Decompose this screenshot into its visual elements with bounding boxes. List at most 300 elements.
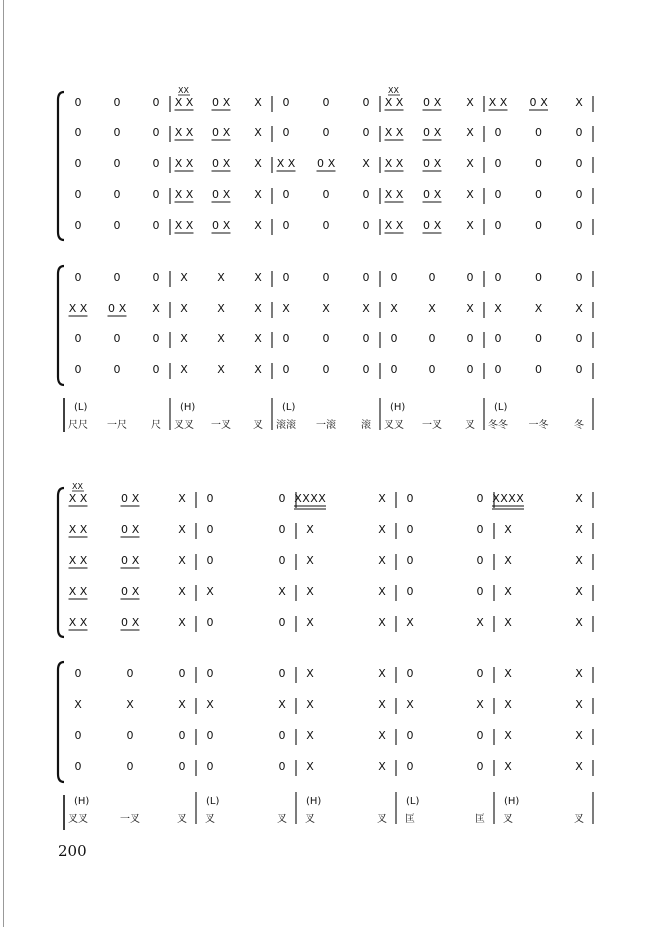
note-rest: 0: [108, 302, 115, 315]
note-x: X: [575, 554, 583, 567]
note-x: X: [322, 302, 330, 315]
note-rest: 0: [406, 523, 414, 536]
note-rest: 0: [206, 760, 214, 773]
note-rest: 0: [278, 729, 286, 742]
note-x: X: [500, 492, 508, 505]
note-x: X: [508, 492, 516, 505]
note-rest: 0: [322, 126, 330, 139]
note-x: X: [466, 157, 474, 170]
note-rest: 0: [74, 219, 82, 232]
note-x: X: [131, 492, 140, 505]
note-x: X: [178, 616, 186, 629]
note-x: X: [516, 492, 524, 505]
note-rest: 0: [206, 616, 214, 629]
note-x: X: [395, 96, 404, 109]
note-x: X: [540, 96, 548, 109]
note-rest: 0: [575, 188, 583, 201]
note-rest: 0: [428, 271, 436, 284]
note-x: X: [384, 219, 393, 232]
note-rest: 0: [121, 585, 128, 598]
note-rest: 0: [322, 271, 330, 284]
note-x: X: [276, 157, 285, 170]
note-rest: 0: [152, 157, 160, 170]
note-x: X: [395, 126, 404, 139]
note-x: X: [406, 616, 414, 629]
note-rest: 0: [278, 492, 286, 505]
hand-mark: (H): [504, 796, 520, 807]
note-x: X: [504, 667, 512, 680]
note-x: X: [466, 302, 474, 315]
note-x: X: [294, 492, 302, 505]
note-x: X: [575, 698, 583, 711]
note-rest: 0: [282, 332, 290, 345]
note-rest: 0: [322, 332, 330, 345]
note-rest: 0: [406, 760, 414, 773]
note-x: X: [433, 188, 442, 201]
note-rest: 0: [362, 219, 370, 232]
note-x: X: [494, 302, 502, 315]
lyric-syllable: 尺: [151, 420, 161, 431]
note-rest: 0: [476, 492, 484, 505]
note-x: X: [174, 188, 183, 201]
note-x: X: [504, 760, 512, 773]
note-rest: 0: [74, 157, 82, 170]
note-rest: 0: [529, 96, 537, 109]
note-rest: 0: [494, 219, 502, 232]
note-x: X: [384, 126, 393, 139]
note-x: X: [433, 219, 442, 232]
note-rest: 0: [575, 157, 583, 170]
note-rest: 0: [113, 363, 121, 376]
note-rest: 0: [494, 363, 502, 376]
note-x: X: [180, 271, 188, 284]
note-rest: 0: [126, 667, 134, 680]
system-2-bracket-2: [58, 662, 64, 782]
note-x: X: [433, 126, 442, 139]
note-rest: 0: [494, 126, 502, 139]
note-rest: 0: [152, 332, 160, 345]
note-rest: 0: [152, 363, 160, 376]
note-x: X: [185, 219, 194, 232]
note-rest: 0: [113, 157, 121, 170]
note-rest: 0: [406, 492, 414, 505]
note-x: X: [178, 492, 186, 505]
note-rest: 0: [212, 219, 219, 232]
note-rest: 0: [113, 96, 121, 109]
note-rest: 0: [535, 188, 542, 201]
note-x: X: [395, 188, 404, 201]
note-rest: 0: [476, 760, 484, 773]
note-rest: 0: [575, 219, 583, 232]
note-x: X: [287, 157, 296, 170]
note-rest: 0: [494, 332, 502, 345]
note-x: X: [378, 729, 386, 742]
note-x: X: [254, 188, 262, 201]
note-rest: 0: [466, 271, 474, 284]
note-rest: 0: [152, 188, 160, 201]
note-x: X: [499, 96, 508, 109]
note-x: X: [79, 616, 88, 629]
note-rest: 0: [206, 523, 214, 536]
note-x: X: [178, 523, 186, 536]
note-rest: 0: [121, 523, 128, 536]
note-x: X: [575, 523, 583, 536]
note-rest: 0: [278, 760, 286, 773]
note-x: X: [306, 698, 314, 711]
note-rest: 0: [74, 271, 82, 284]
note-x: X: [575, 585, 583, 598]
note-rest: 0: [126, 729, 134, 742]
note-rest: 0: [362, 96, 370, 109]
note-x: X: [206, 585, 214, 598]
note-rest: 0: [535, 332, 542, 345]
note-rest: 0: [282, 363, 290, 376]
note-rest: 0: [476, 554, 484, 567]
hand-mark: (L): [406, 796, 420, 807]
note-x: X: [254, 126, 262, 139]
note-x: X: [378, 616, 386, 629]
note-x: X: [378, 554, 386, 567]
note-x: X: [152, 302, 160, 315]
note-x: X: [318, 492, 326, 505]
note-rest: 0: [406, 554, 414, 567]
note-rest: 0: [278, 554, 286, 567]
note-x: X: [79, 302, 88, 315]
tremolo-mark: XX: [178, 86, 189, 95]
note-rest: 0: [535, 363, 542, 376]
note-x: X: [575, 729, 583, 742]
note-rest: 0: [423, 126, 430, 139]
system-1-bracket-1: [58, 92, 64, 240]
note-rest: 0: [428, 332, 436, 345]
note-rest: 0: [212, 96, 219, 109]
note-rest: 0: [494, 157, 502, 170]
note-x: X: [575, 760, 583, 773]
note-rest: 0: [74, 126, 82, 139]
note-x: X: [254, 96, 262, 109]
note-x: X: [534, 302, 543, 315]
note-x: X: [504, 729, 512, 742]
note-rest: 0: [476, 585, 484, 598]
note-x: X: [254, 271, 262, 284]
note-x: X: [131, 523, 140, 536]
note-x: X: [504, 554, 512, 567]
hand-mark: (H): [180, 402, 196, 413]
note-x: X: [504, 585, 512, 598]
note-rest: 0: [282, 271, 290, 284]
note-rest: 0: [152, 219, 160, 232]
system-1-bracket-2: [58, 266, 64, 385]
note-x: X: [466, 188, 474, 201]
note-x: X: [575, 492, 583, 505]
note-x: X: [378, 760, 386, 773]
note-rest: 0: [476, 667, 484, 680]
note-x: X: [327, 157, 336, 170]
note-x: X: [180, 302, 188, 315]
note-rest: 0: [476, 523, 484, 536]
note-x: X: [68, 492, 77, 505]
note-rest: 0: [113, 271, 121, 284]
note-x: X: [306, 554, 314, 567]
lyric-syllable: 一尺: [107, 420, 127, 431]
note-rest: 0: [178, 667, 186, 680]
note-x: X: [131, 585, 140, 598]
note-x: X: [466, 96, 474, 109]
lyric-syllable: 一叉: [422, 420, 442, 431]
note-x: X: [185, 126, 194, 139]
note-x: X: [174, 219, 183, 232]
note-rest: 0: [575, 363, 583, 376]
note-x: X: [131, 616, 140, 629]
note-x: X: [488, 96, 497, 109]
note-rest: 0: [423, 157, 430, 170]
lyric-syllable: 一滚: [316, 420, 336, 431]
note-x: X: [79, 585, 88, 598]
note-rest: 0: [423, 96, 430, 109]
lyric-syllable: 一叉: [211, 420, 231, 431]
note-x: X: [306, 585, 314, 598]
lyric-syllable: 叉: [574, 814, 584, 825]
note-rest: 0: [113, 188, 121, 201]
note-rest: 0: [282, 96, 290, 109]
note-x: X: [185, 188, 194, 201]
lyric-syllable: 匡: [475, 814, 485, 825]
note-rest: 0: [278, 667, 286, 680]
note-rest: 0: [152, 271, 160, 284]
note-x: X: [222, 157, 231, 170]
note-rest: 0: [278, 523, 286, 536]
note-x: X: [306, 523, 314, 536]
note-x: X: [384, 157, 393, 170]
note-rest: 0: [406, 729, 414, 742]
note-rest: 0: [362, 271, 370, 284]
note-x: X: [174, 157, 183, 170]
hand-mark: (H): [306, 796, 322, 807]
lyric-syllable: 叉叉: [384, 420, 404, 431]
note-x: X: [68, 523, 77, 536]
note-x: X: [222, 96, 231, 109]
note-x: X: [68, 554, 77, 567]
note-rest: 0: [282, 219, 290, 232]
note-rest: 0: [423, 188, 430, 201]
note-rest: 0: [406, 667, 414, 680]
note-rest: 0: [390, 363, 398, 376]
note-rest: 0: [476, 729, 484, 742]
note-x: X: [492, 492, 500, 505]
note-x: X: [178, 585, 186, 598]
note-x: X: [217, 363, 225, 376]
note-x: X: [428, 302, 436, 315]
note-x: X: [504, 523, 512, 536]
note-x: X: [504, 616, 512, 629]
lyric-syllable: 尺尺: [68, 420, 88, 431]
note-x: X: [575, 302, 583, 315]
note-rest: 0: [152, 126, 160, 139]
note-rest: 0: [206, 492, 214, 505]
note-rest: 0: [317, 157, 324, 170]
note-rest: 0: [152, 96, 160, 109]
lyric-syllable: 叉: [277, 814, 287, 825]
note-rest: 0: [206, 667, 214, 680]
note-x: X: [217, 271, 225, 284]
note-rest: 0: [428, 363, 436, 376]
note-x: X: [222, 126, 231, 139]
lyric-syllable: 叉: [465, 420, 475, 431]
note-rest: 0: [278, 616, 286, 629]
note-rest: 0: [535, 219, 542, 232]
note-rest: 0: [322, 363, 330, 376]
lyric-syllable: 叉叉: [174, 420, 194, 431]
lyric-syllable: 叉: [205, 814, 215, 825]
note-rest: 0: [535, 271, 542, 284]
note-rest: 0: [74, 363, 82, 376]
note-x: X: [178, 554, 186, 567]
note-rest: 0: [282, 126, 290, 139]
note-rest: 0: [362, 363, 370, 376]
note-x: X: [68, 616, 77, 629]
note-rest: 0: [121, 616, 128, 629]
note-rest: 0: [362, 188, 370, 201]
note-x: X: [206, 698, 214, 711]
note-x: X: [254, 302, 262, 315]
note-rest: 0: [74, 188, 82, 201]
note-rest: 0: [212, 126, 219, 139]
note-x: X: [79, 523, 88, 536]
note-x: X: [378, 492, 386, 505]
note-rest: 0: [178, 729, 186, 742]
note-rest: 0: [423, 219, 430, 232]
note-rest: 0: [113, 332, 121, 345]
lyric-syllable: 匡: [405, 814, 415, 825]
note-rest: 0: [575, 126, 583, 139]
lyric-syllable: 冬: [574, 420, 584, 431]
note-rest: 0: [121, 492, 128, 505]
note-rest: 0: [126, 760, 134, 773]
note-rest: 0: [322, 188, 330, 201]
hand-mark: (L): [494, 402, 508, 413]
note-x: X: [222, 188, 231, 201]
note-x: X: [395, 157, 404, 170]
note-rest: 0: [212, 157, 219, 170]
note-x: X: [254, 332, 262, 345]
note-x: X: [254, 219, 262, 232]
note-x: X: [362, 157, 370, 170]
hand-mark: (L): [74, 402, 88, 413]
note-x: X: [406, 698, 414, 711]
note-x: X: [278, 585, 286, 598]
note-rest: 0: [206, 554, 214, 567]
note-x: X: [433, 157, 442, 170]
note-x: X: [118, 302, 127, 315]
note-rest: 0: [113, 219, 121, 232]
note-rest: 0: [74, 760, 82, 773]
note-rest: 0: [466, 363, 474, 376]
lyric-syllable: 叉: [305, 814, 315, 825]
lyric-syllable: 叉: [177, 814, 187, 825]
note-x: X: [395, 219, 404, 232]
lyric-syllable: 滚滚: [276, 420, 296, 431]
note-rest: 0: [466, 332, 474, 345]
note-x: X: [575, 667, 583, 680]
note-x: X: [217, 302, 225, 315]
note-x: X: [306, 760, 314, 773]
tremolo-mark: XX: [388, 86, 399, 95]
note-x: X: [180, 332, 188, 345]
lyric-syllable: 叉叉: [68, 814, 88, 825]
note-x: X: [79, 554, 88, 567]
lyric-syllable: 叉: [503, 814, 513, 825]
note-rest: 0: [390, 271, 398, 284]
note-x: X: [126, 698, 134, 711]
note-x: X: [306, 667, 314, 680]
note-x: X: [174, 96, 183, 109]
note-x: X: [68, 302, 77, 315]
note-x: X: [178, 698, 186, 711]
note-rest: 0: [74, 667, 82, 680]
note-rest: 0: [74, 96, 82, 109]
note-rest: 0: [212, 188, 219, 201]
note-x: X: [378, 698, 386, 711]
note-x: X: [362, 302, 370, 315]
note-x: X: [74, 698, 82, 711]
note-x: X: [254, 363, 262, 376]
note-x: X: [310, 492, 318, 505]
lyric-syllable: 滚: [361, 420, 371, 431]
note-rest: 0: [362, 332, 370, 345]
note-x: X: [302, 492, 310, 505]
note-x: X: [476, 616, 484, 629]
note-x: X: [185, 96, 194, 109]
note-x: X: [306, 616, 314, 629]
note-rest: 0: [206, 729, 214, 742]
note-x: X: [174, 126, 183, 139]
note-rest: 0: [406, 585, 414, 598]
note-rest: 0: [362, 126, 370, 139]
lyric-syllable: 叉: [253, 420, 263, 431]
note-x: X: [378, 523, 386, 536]
note-x: X: [180, 363, 188, 376]
lyric-syllable: 一冬: [528, 420, 549, 431]
note-rest: 0: [535, 126, 542, 139]
note-x: X: [378, 667, 386, 680]
note-x: X: [433, 96, 442, 109]
note-x: X: [278, 698, 286, 711]
note-x: X: [384, 96, 393, 109]
note-rest: 0: [113, 126, 121, 139]
note-x: X: [466, 219, 474, 232]
note-x: X: [575, 96, 583, 109]
note-x: X: [282, 302, 290, 315]
note-x: X: [384, 188, 393, 201]
note-x: X: [476, 698, 484, 711]
note-rest: 0: [322, 96, 330, 109]
note-x: X: [222, 219, 231, 232]
note-x: X: [254, 157, 262, 170]
note-x: X: [306, 729, 314, 742]
note-rest: 0: [121, 554, 128, 567]
note-x: X: [79, 492, 88, 505]
note-rest: 0: [390, 332, 398, 345]
note-rest: 0: [494, 188, 502, 201]
note-x: X: [390, 302, 398, 315]
note-x: X: [575, 616, 583, 629]
note-rest: 0: [575, 271, 583, 284]
hand-mark: (H): [390, 402, 406, 413]
note-rest: 0: [322, 219, 330, 232]
lyric-syllable: 冬冬: [488, 420, 508, 431]
tremolo-mark: XX: [72, 482, 83, 491]
note-x: X: [68, 585, 77, 598]
